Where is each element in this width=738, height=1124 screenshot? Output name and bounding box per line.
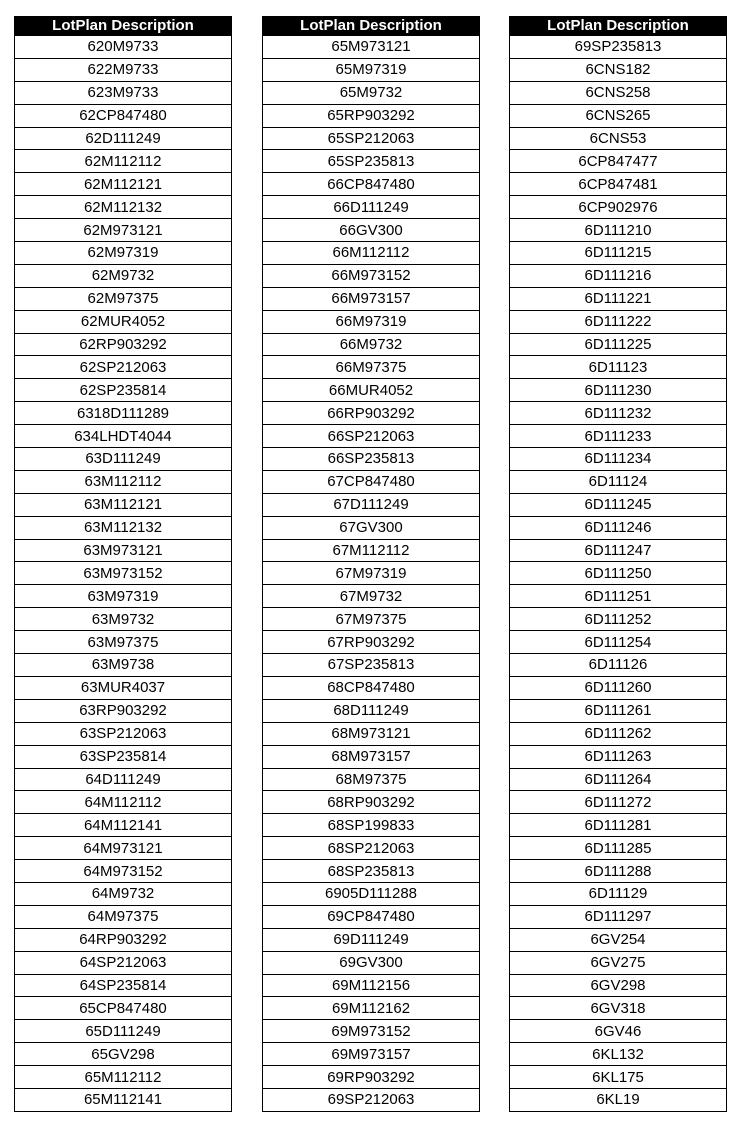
table-row <box>510 951 727 974</box>
table-body <box>510 36 727 1112</box>
table-row <box>510 882 727 905</box>
lotplan-cell: 62SP212063 <box>15 356 232 379</box>
table-row <box>510 768 727 791</box>
lotplan-cell: 6D111234 <box>510 448 727 471</box>
table-row <box>510 58 727 81</box>
lotplan-cell: 65D111249 <box>15 1020 232 1043</box>
table-row <box>15 928 232 951</box>
lotplan-cell: 62D111249 <box>15 127 232 150</box>
lotplan-cell: 6GV298 <box>510 974 727 997</box>
table-row <box>263 882 480 905</box>
table-row <box>263 860 480 883</box>
lotplan-cell: 62M97375 <box>15 287 232 310</box>
table-row <box>510 333 727 356</box>
table-row <box>263 562 480 585</box>
lotplan-cell: 63M9738 <box>15 654 232 677</box>
table-row <box>263 287 480 310</box>
lotplan-cell: 6D111288 <box>510 860 727 883</box>
table-row <box>15 196 232 219</box>
lotplan-cell: 65CP847480 <box>15 997 232 1020</box>
table-row <box>510 264 727 287</box>
lotplan-cell: 67M97375 <box>263 608 480 631</box>
lotplan-cell: 67D111249 <box>263 493 480 516</box>
table-row <box>263 150 480 173</box>
table-row <box>510 1088 727 1111</box>
lotplan-cell: 6D11124 <box>510 470 727 493</box>
table-row <box>15 1043 232 1066</box>
table-row <box>510 470 727 493</box>
table-row <box>15 127 232 150</box>
lotplan-cell: 69RP903292 <box>263 1066 480 1089</box>
table-row <box>510 699 727 722</box>
table-body <box>263 36 480 1112</box>
table-row <box>510 36 727 59</box>
column-header: LotPlan Description <box>15 17 232 36</box>
lotplan-cell: 65M9732 <box>263 81 480 104</box>
lotplan-cell: 64D111249 <box>15 768 232 791</box>
table-row <box>263 219 480 242</box>
lotplan-cell: 69M973152 <box>263 1020 480 1043</box>
table-row <box>263 1043 480 1066</box>
lotplan-cell: 623M9733 <box>15 81 232 104</box>
lotplan-cell: 634LHDT4044 <box>15 425 232 448</box>
lotplan-cell: 65SP235813 <box>263 150 480 173</box>
lotplan-cell: 6D111262 <box>510 722 727 745</box>
lotplan-cell: 69M112162 <box>263 997 480 1020</box>
lotplan-cell: 6CP847481 <box>510 173 727 196</box>
table-row <box>15 1020 232 1043</box>
table-row <box>263 585 480 608</box>
lotplan-cell: 63M112132 <box>15 516 232 539</box>
lotplan-cell: 64SP235814 <box>15 974 232 997</box>
table-header-row <box>510 17 727 36</box>
lotplan-cell: 69D111249 <box>263 928 480 951</box>
lotplan-cell: 6GV254 <box>510 928 727 951</box>
lotplan-cell: 62M973121 <box>15 219 232 242</box>
table-body <box>15 36 232 1112</box>
table-row <box>15 585 232 608</box>
table-row <box>15 493 232 516</box>
table-row <box>263 448 480 471</box>
table-row <box>510 150 727 173</box>
lotplan-cell: 62M112121 <box>15 173 232 196</box>
table-row <box>15 173 232 196</box>
table-row <box>15 150 232 173</box>
lotplan-cell: 6D111222 <box>510 310 727 333</box>
lotplan-cell: 622M9733 <box>15 58 232 81</box>
table-row <box>263 58 480 81</box>
table-row <box>510 1066 727 1089</box>
lotplan-cell: 6D11123 <box>510 356 727 379</box>
table-row <box>15 837 232 860</box>
lotplan-cell: 6D111230 <box>510 379 727 402</box>
table-row <box>263 539 480 562</box>
lotplan-cell: 6D111216 <box>510 264 727 287</box>
lotplan-cell: 66M97319 <box>263 310 480 333</box>
lotplan-cell: 6CP847477 <box>510 150 727 173</box>
column-header: LotPlan Description <box>510 17 727 36</box>
table-row <box>15 264 232 287</box>
table-row <box>15 951 232 974</box>
lotplan-cell: 6D11129 <box>510 882 727 905</box>
table-row <box>15 333 232 356</box>
table-row <box>510 837 727 860</box>
lotplan-cell: 67M112112 <box>263 539 480 562</box>
table-row <box>263 470 480 493</box>
table-row <box>15 654 232 677</box>
table-row <box>15 1066 232 1089</box>
table-row <box>510 196 727 219</box>
lotplan-cell: 6D111225 <box>510 333 727 356</box>
table-row <box>510 562 727 585</box>
lotplan-cell: 64M973121 <box>15 837 232 860</box>
table-row <box>510 1020 727 1043</box>
lotplan-cell: 65M973121 <box>263 36 480 59</box>
table-row <box>263 837 480 860</box>
lotplan-cell: 67RP903292 <box>263 631 480 654</box>
table-row <box>263 905 480 928</box>
table-row <box>15 402 232 425</box>
lotplan-cell: 63M112112 <box>15 470 232 493</box>
table-row <box>15 287 232 310</box>
lotplan-cell: 6D111215 <box>510 242 727 265</box>
lotplan-cell: 6D111263 <box>510 745 727 768</box>
table-row <box>15 81 232 104</box>
lotplan-cell: 68SP212063 <box>263 837 480 860</box>
lotplan-cell: 6D111260 <box>510 676 727 699</box>
lotplan-cell: 6D111261 <box>510 699 727 722</box>
lotplan-cell: 69SP235813 <box>510 36 727 59</box>
table-row <box>510 722 727 745</box>
table-row <box>510 997 727 1020</box>
lotplan-cell: 6D111245 <box>510 493 727 516</box>
table-row <box>510 1043 727 1066</box>
lotplan-cell: 68M97375 <box>263 768 480 791</box>
lotplan-cell: 6GV318 <box>510 997 727 1020</box>
table-row <box>15 768 232 791</box>
lotplan-cell: 62CP847480 <box>15 104 232 127</box>
table-row <box>510 448 727 471</box>
lotplan-cell: 68SP235813 <box>263 860 480 883</box>
table-row <box>263 516 480 539</box>
lotplan-cell: 66M9732 <box>263 333 480 356</box>
table-row <box>263 699 480 722</box>
lotplan-cell: 69M112156 <box>263 974 480 997</box>
lotplan-cell: 62M112132 <box>15 196 232 219</box>
table-row <box>15 539 232 562</box>
lotplan-cell: 6GV46 <box>510 1020 727 1043</box>
table-row <box>510 379 727 402</box>
lotplan-cell: 63SP235814 <box>15 745 232 768</box>
lotplan-cell: 6905D111288 <box>263 882 480 905</box>
table-row <box>510 791 727 814</box>
lotplan-cell: 66MUR4052 <box>263 379 480 402</box>
table-row <box>263 379 480 402</box>
lotplan-cell: 63M973152 <box>15 562 232 585</box>
table-row <box>15 356 232 379</box>
lotplan-cell: 66M97375 <box>263 356 480 379</box>
table-row <box>510 928 727 951</box>
table-row <box>510 173 727 196</box>
lotplan-cell: 66M112112 <box>263 242 480 265</box>
lotplan-cell: 66D111249 <box>263 196 480 219</box>
lotplan-cell: 67SP235813 <box>263 654 480 677</box>
lotplan-cell: 63M973121 <box>15 539 232 562</box>
lotplan-cell: 66M973152 <box>263 264 480 287</box>
lotplan-cell: 6CNS53 <box>510 127 727 150</box>
table-row <box>263 356 480 379</box>
table-row <box>15 242 232 265</box>
lotplan-cell: 65RP903292 <box>263 104 480 127</box>
table-row <box>15 470 232 493</box>
lotplan-cell: 65M112141 <box>15 1088 232 1111</box>
lotplan-cell: 62SP235814 <box>15 379 232 402</box>
lotplan-cell: 63D111249 <box>15 448 232 471</box>
lotplan-cell: 66GV300 <box>263 219 480 242</box>
lotplan-cell: 65SP212063 <box>263 127 480 150</box>
table-row <box>263 631 480 654</box>
lotplan-cell: 63M9732 <box>15 608 232 631</box>
table-row <box>15 676 232 699</box>
table-row <box>15 974 232 997</box>
lotplan-table-1 <box>14 16 232 1112</box>
lotplan-cell: 63M112121 <box>15 493 232 516</box>
lotplan-cell: 63SP212063 <box>15 722 232 745</box>
table-row <box>510 127 727 150</box>
lotplan-cell: 66CP847480 <box>263 173 480 196</box>
table-row <box>510 539 727 562</box>
lotplan-cell: 66M973157 <box>263 287 480 310</box>
table-row <box>263 493 480 516</box>
lotplan-cell: 67M9732 <box>263 585 480 608</box>
table-row <box>510 585 727 608</box>
lotplan-cell: 68SP199833 <box>263 814 480 837</box>
lotplan-cell: 69SP212063 <box>263 1088 480 1111</box>
lotplan-cell: 64SP212063 <box>15 951 232 974</box>
lotplan-cell: 6D111272 <box>510 791 727 814</box>
table-row <box>263 928 480 951</box>
lotplan-cell: 6D111250 <box>510 562 727 585</box>
table-row <box>15 104 232 127</box>
table-row <box>15 516 232 539</box>
lotplan-cell: 6D111247 <box>510 539 727 562</box>
table-row <box>15 722 232 745</box>
table-row <box>263 1020 480 1043</box>
table-row <box>15 36 232 59</box>
table-row <box>510 104 727 127</box>
lotplan-table-3 <box>509 16 727 1112</box>
lotplan-cell: 6D111252 <box>510 608 727 631</box>
table-row <box>510 81 727 104</box>
table-row <box>263 608 480 631</box>
lotplan-cell: 68RP903292 <box>263 791 480 814</box>
lotplan-cell: 62MUR4052 <box>15 310 232 333</box>
lotplan-cell: 68CP847480 <box>263 676 480 699</box>
table-row <box>263 36 480 59</box>
table-row <box>510 242 727 265</box>
lotplan-cell: 64RP903292 <box>15 928 232 951</box>
table-row <box>510 310 727 333</box>
lotplan-cell: 65M112112 <box>15 1066 232 1089</box>
table-row <box>510 516 727 539</box>
table-row <box>15 448 232 471</box>
table-row <box>510 219 727 242</box>
lotplan-cell: 6D111281 <box>510 814 727 837</box>
lotplan-cell: 67GV300 <box>263 516 480 539</box>
table-row <box>263 1066 480 1089</box>
lotplan-cell: 63M97375 <box>15 631 232 654</box>
table-row <box>15 425 232 448</box>
lotplan-cell: 6KL132 <box>510 1043 727 1066</box>
lotplan-cell: 6318D111289 <box>15 402 232 425</box>
lotplan-table-2 <box>262 16 480 1112</box>
lotplan-cell: 6D111246 <box>510 516 727 539</box>
lotplan-cell: 6KL19 <box>510 1088 727 1111</box>
table-row <box>263 173 480 196</box>
lotplan-cell: 68D111249 <box>263 699 480 722</box>
table-row <box>263 104 480 127</box>
table-row <box>510 654 727 677</box>
table-row <box>15 997 232 1020</box>
table-row <box>263 196 480 219</box>
table-row <box>263 951 480 974</box>
lotplan-cell: 6KL175 <box>510 1066 727 1089</box>
table-row <box>510 356 727 379</box>
lotplan-cell: 65GV298 <box>15 1043 232 1066</box>
lotplan-cell: 66SP212063 <box>263 425 480 448</box>
lotplan-cell: 6D111264 <box>510 768 727 791</box>
table-row <box>15 791 232 814</box>
table-row <box>510 814 727 837</box>
lotplan-cell: 6D111285 <box>510 837 727 860</box>
table-row <box>263 81 480 104</box>
lotplan-cell: 68M973121 <box>263 722 480 745</box>
table-row <box>15 905 232 928</box>
table-row <box>510 676 727 699</box>
lotplan-cell: 620M9733 <box>15 36 232 59</box>
lotplan-cell: 62M97319 <box>15 242 232 265</box>
lotplan-cell: 65M97319 <box>263 58 480 81</box>
lotplan-cell: 62M112112 <box>15 150 232 173</box>
table-row <box>263 402 480 425</box>
lotplan-cell: 6CNS265 <box>510 104 727 127</box>
table-row <box>510 425 727 448</box>
lotplan-cell: 6CNS258 <box>510 81 727 104</box>
lotplan-cell: 6GV275 <box>510 951 727 974</box>
lotplan-cell: 69M973157 <box>263 1043 480 1066</box>
table-header-row <box>263 17 480 36</box>
table-row <box>510 745 727 768</box>
lotplan-cell: 64M97375 <box>15 905 232 928</box>
table-row <box>15 310 232 333</box>
table-row <box>263 310 480 333</box>
lotplan-cell: 6D111251 <box>510 585 727 608</box>
table-row <box>15 608 232 631</box>
table-row <box>263 1088 480 1111</box>
table-header-row <box>15 17 232 36</box>
lotplan-cell: 63M97319 <box>15 585 232 608</box>
lotplan-cell: 66RP903292 <box>263 402 480 425</box>
table-row <box>263 654 480 677</box>
table-row <box>510 608 727 631</box>
table-row <box>510 402 727 425</box>
lotplan-cell: 62RP903292 <box>15 333 232 356</box>
table-row <box>263 425 480 448</box>
table-row <box>15 1088 232 1111</box>
table-row <box>510 631 727 654</box>
table-row <box>510 287 727 310</box>
lotplan-cell: 64M112112 <box>15 791 232 814</box>
table-row <box>263 814 480 837</box>
table-row <box>510 905 727 928</box>
table-row <box>263 768 480 791</box>
lotplan-cell: 62M9732 <box>15 264 232 287</box>
lotplan-cell: 64M9732 <box>15 882 232 905</box>
table-row <box>263 791 480 814</box>
lotplan-cell: 6D111221 <box>510 287 727 310</box>
table-row <box>510 974 727 997</box>
table-row <box>15 882 232 905</box>
table-row <box>263 242 480 265</box>
table-row <box>15 219 232 242</box>
lotplan-cell: 6D111297 <box>510 905 727 928</box>
table-row <box>15 814 232 837</box>
table-row <box>15 631 232 654</box>
lotplan-cell: 64M112141 <box>15 814 232 837</box>
lotplan-cell: 6CNS182 <box>510 58 727 81</box>
lotplan-cell: 6CP902976 <box>510 196 727 219</box>
lotplan-cell: 67M97319 <box>263 562 480 585</box>
table-row <box>15 379 232 402</box>
table-row <box>15 562 232 585</box>
lotplan-cell: 68M973157 <box>263 745 480 768</box>
lotplan-cell: 6D11126 <box>510 654 727 677</box>
table-row <box>263 722 480 745</box>
table-row <box>263 676 480 699</box>
lotplan-cell: 69GV300 <box>263 951 480 974</box>
table-row <box>15 699 232 722</box>
table-row <box>263 333 480 356</box>
lotplan-cell: 66SP235813 <box>263 448 480 471</box>
table-row <box>263 974 480 997</box>
table-row <box>510 493 727 516</box>
lotplan-cell: 6D111233 <box>510 425 727 448</box>
table-row <box>263 997 480 1020</box>
lotplan-cell: 69CP847480 <box>263 905 480 928</box>
column-header: LotPlan Description <box>263 17 480 36</box>
lotplan-cell: 6D111210 <box>510 219 727 242</box>
table-row <box>15 745 232 768</box>
table-row <box>15 58 232 81</box>
lotplan-cell: 6D111254 <box>510 631 727 654</box>
lotplan-cell: 63MUR4037 <box>15 676 232 699</box>
lotplan-cell: 63RP903292 <box>15 699 232 722</box>
table-row <box>510 860 727 883</box>
lotplan-cell: 64M973152 <box>15 860 232 883</box>
table-row <box>263 745 480 768</box>
table-row <box>263 127 480 150</box>
lotplan-cell: 6D111232 <box>510 402 727 425</box>
lotplan-cell: 67CP847480 <box>263 470 480 493</box>
table-row <box>263 264 480 287</box>
table-row <box>15 860 232 883</box>
